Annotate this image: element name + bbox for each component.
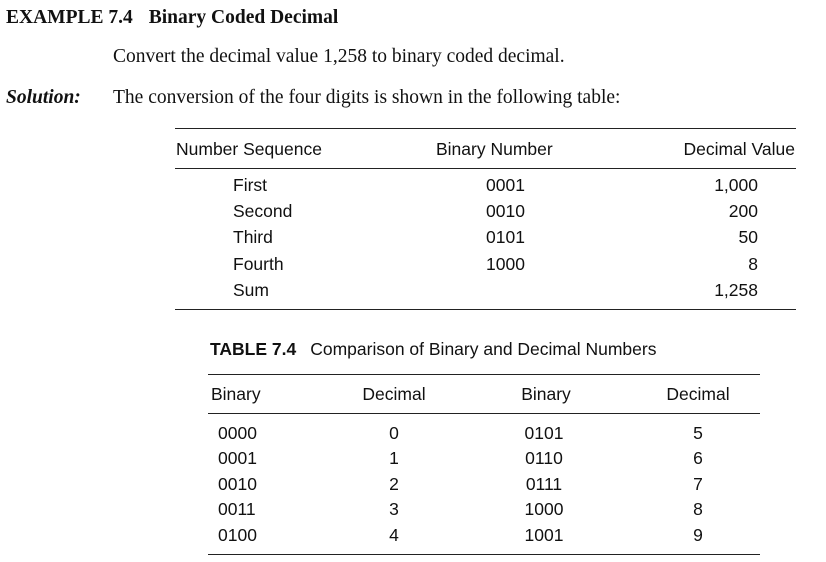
cell-decimal: 1 (389, 448, 399, 468)
header-decimal: Decimal (666, 384, 730, 404)
header-binary: Binary (521, 384, 571, 404)
header-decimal: Decimal (362, 384, 426, 404)
header-decimal-value: Decimal Value (683, 139, 795, 159)
header-binary-number: Binary Number (436, 139, 553, 159)
cell-sequence: Third (233, 227, 273, 247)
cell-binary: 0011 (218, 499, 256, 519)
cell-sequence: Sum (233, 280, 269, 300)
table-header-rule (208, 413, 760, 414)
example-number: EXAMPLE 7.4 (6, 7, 133, 28)
solution-label: Solution: (6, 87, 81, 108)
table-top-rule (175, 128, 796, 129)
cell-decimal: 1,000 (714, 175, 758, 195)
cell-decimal: 4 (389, 525, 399, 545)
example-title: Binary Coded Decimal (148, 7, 339, 28)
table-caption (210, 339, 656, 360)
cell-binary: 1001 (524, 525, 564, 545)
cell-sequence: Fourth (233, 254, 284, 274)
cell-binary: 0100 (218, 525, 257, 545)
example-prompt: Convert the decimal value 1,258 to binary coded decimal. (113, 46, 565, 67)
cell-binary: 0101 (486, 227, 525, 247)
cell-binary: 0110 (525, 448, 563, 468)
cell-binary: 0101 (524, 423, 564, 443)
table-bottom-rule (175, 309, 796, 310)
cell-binary: 1000 (486, 254, 525, 274)
cell-decimal: 7 (693, 474, 703, 494)
cell-binary: 0010 (486, 201, 525, 221)
cell-binary: 0001 (486, 175, 525, 195)
cell-binary: 1000 (524, 499, 564, 519)
cell-binary: 0001 (218, 448, 257, 468)
header-number-sequence: Number Sequence (176, 139, 322, 159)
cell-decimal: 50 (738, 227, 758, 247)
table-top-rule (208, 374, 760, 375)
example-heading (6, 7, 338, 29)
cell-binary: 0010 (218, 474, 257, 494)
cell-decimal: 5 (693, 423, 703, 443)
solution-text: The conversion of the four digits is shown in the following table: (113, 87, 621, 108)
table-number: TABLE 7.4 (210, 339, 297, 359)
cell-decimal: 8 (748, 254, 758, 274)
cell-decimal: 2 (389, 474, 399, 494)
cell-sequence: First (233, 175, 268, 195)
cell-decimal: 8 (693, 499, 703, 519)
cell-decimal: 0 (389, 423, 399, 443)
table-bottom-rule (208, 554, 760, 555)
cell-binary: 0000 (218, 423, 257, 443)
cell-sequence: Second (233, 201, 293, 221)
cell-binary: 0111 (525, 474, 563, 494)
header-binary: Binary (211, 384, 261, 404)
table-header-rule (175, 168, 796, 169)
cell-decimal: 9 (693, 525, 703, 545)
solution-line (6, 87, 620, 109)
cell-decimal: 1,258 (714, 280, 758, 300)
cell-decimal: 6 (693, 448, 703, 468)
cell-decimal: 3 (389, 499, 399, 519)
cell-decimal: 200 (728, 201, 758, 221)
table-title: Comparison of Binary and Decimal Numbers (310, 339, 657, 359)
